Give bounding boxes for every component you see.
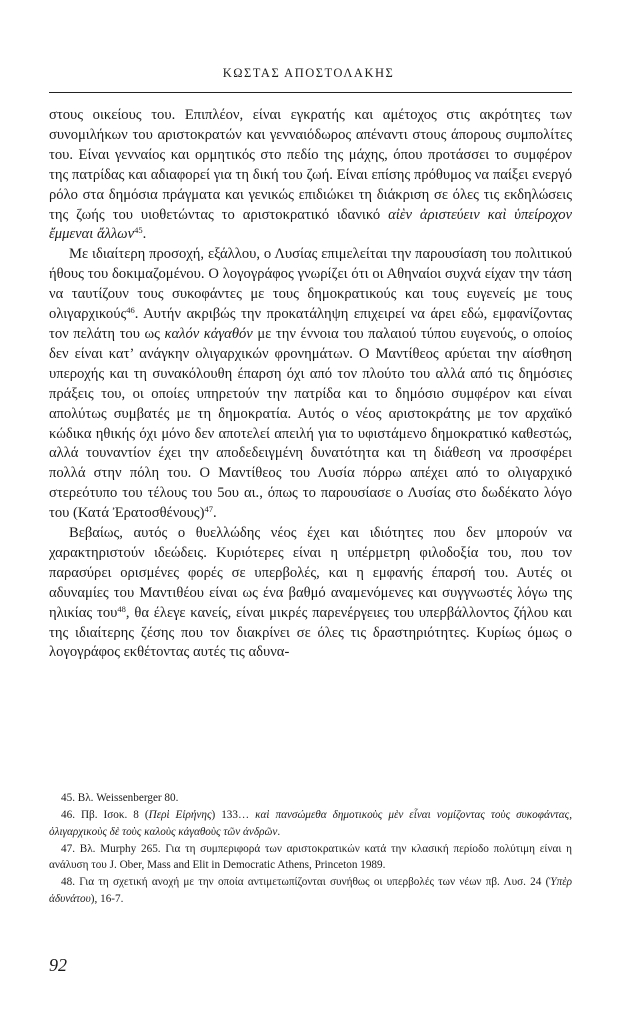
footnote-45: 45. Βλ. Weissenberger 80. [61, 792, 179, 804]
footnote-46-a: 46. Πβ. Ισοκ. 8 ( [61, 809, 149, 822]
paragraph-1-end: . [142, 226, 147, 243]
page-number: 92 [49, 955, 67, 975]
footnotes [49, 790, 572, 908]
running-header: ΚΩΣΤΑΣ ΑΠΟΣΤΟΛΑΚΗΣ [222, 66, 395, 80]
footnote-ref-45[interactable]: 45 [134, 225, 143, 236]
footnote-48-a: 48. Για τη σχετική ανοχή με την οποία αντιμετωπίζονται συνήθως οι υπερβολές των νέων πβ. Λυσ. 24 ( [61, 876, 550, 889]
main-text [49, 106, 572, 663]
footnote-46 [49, 807, 572, 840]
paragraph-2-end: . [212, 505, 217, 522]
footnote-ref-48[interactable]: 48 [117, 603, 126, 614]
paragraph-1 [49, 106, 572, 245]
paragraph-2-b: . Αυτήν ακριβώς την προκατάληψη επιχειρεί να άρει εδώ, εμφανίζοντας τον πελάτη του ως [49, 306, 572, 342]
footnote-47: 47. Βλ. Murphy 265. Για τη συμπεριφορά των αριστοκρατικών κατά την κλασική περίοδο πολύτιμη είναι η ανάλυση του J. Ober, Mass and Elit in Democratic Athens, Princeton 1989. [49, 842, 572, 872]
footnote-46-e: . [277, 825, 281, 838]
footnote-46-c: ) 133… [211, 809, 256, 822]
footnote-46-quote: καὶ πανσώμεθα δημοτικοὺς μὲν εἶναι νομίζοντας τοὺς συκοφάντας, ὀλιγαρχικοὺς δὲ τοὺς καλοὺς κἀγαθοὺς τῶν ἀνδρῶν [49, 809, 572, 838]
footnote-46-title: Περὶ Εἰρήνης [148, 809, 212, 822]
paragraph-1-quote: αἰὲν ἀριστεύειν καὶ ὑπείροχον ἔμμεναι ἄλλων [49, 206, 572, 243]
paragraph-2-c: με την έννοια του παλαιού τύπου ευγενούς, ο οποίος δεν είναι κατ’ ανάγκην ολιγαρχικών φρονημάτων. Ο Μαντίθεος αρύεται την αίσθηση υπεροχής και τη συνακόλουθη έπαρση όχι από τον πλούτο του αλλά από τις δημόσιες πράξεις του, οι οποίες υπηρετούν την πατρίδα και το δημόσιο συμφέρον και είναι απολύτως συμβατές με τη δημοκρατία. Αυτός ο νέος αριστοκράτης με τον αρχαϊκό κώδικα ηθικής όχι μόνο δεν αποτελεί απειλή για το υφιστάμενο δημοκρατικό καθεστώς, αλλά τουναντίον έχει την αποδεδειγμένη δυνατότητα και τη διάθεση να προσφέρει πολλά στην πόλη του. Ο Μαντίθεος του Λυσία πόρρω απέχει από το ολιγαρχικό στερεότυπο του τέλους του 5ου αι., όπως το παρουσίασε ο Λυσίας στο δωδέκατο λόγο του (Κατά Ἐρατοσθένους) [49, 325, 572, 522]
paragraph-2-italic: καλόν κἀγαθόν [164, 325, 253, 342]
paragraph-1-text: στους οικείους του. Επιπλέον, είναι εγκρατής και αμέτοχος στις ακρότητες των συνομιλήκων του αριστοκρατών και γενναιόδωρος απέναντι στους άπορους συμπολίτες του. Είναι γενναίος και ορμητικός στο πεδίο της μάχης, όπου προτάσσει το συμφέρον της πατρίδας και αδιαφορεί για τη δική του ζωή. Είναι επίσης πρόθυμος να παίξει ενεργό ρόλο στα δημόσια πράγματα και γενικώς επιδιώκει τη διάκριση σε όλες τις εκδηλώσεις της ζωής του υιοθετώντας το αριστοκρατικό ιδανικό [49, 107, 572, 223]
paragraph-3-a: Βεβαίως, αυτός ο θυελλώδης νέος έχει και ιδιότητες που δεν μπορούν να χαρακτηριστούν ιδεώδεις. Κυριότερες είναι η υπέρμετρη φιλοδοξία του, που τον παρασύρει ορισμένες φορές σε υπερβολές, και η εμφανής έπαρσή του. Αυτές οι αδυναμίες του Μαντιθέου είναι ως ένα βαθμό αναμενόμενες και συγγνωστές λόγω της ηλικίας του [49, 525, 572, 621]
footnote-48-title: Ὑπὲρ ἀδυνάτου [49, 876, 572, 906]
footnote-ref-47[interactable]: 47 [204, 504, 213, 515]
paragraph-2 [49, 245, 572, 524]
paragraph-3 [49, 524, 572, 663]
paragraph-2-a: Με ιδιαίτερη προσοχή, εξάλλου, ο Λυσίας επιμελείται την παρουσίαση του πολιτικού ήθους του δοκιμαζομένου. Ο λογογράφος γνωρίζει ότι οι Αθηναίοι συχνά είχαν την τάση να ταυτίζουν τους συκοφάντες με τους δημοκρατικούς και τους ευγενείς με τους ολιγαρχικούς [49, 246, 572, 323]
footnote-48 [49, 874, 572, 907]
paragraph-3-b: , θα έλεγε κανείς, είναι μικρές παρενέργειες του υπερβάλλοντος ζήλου και της ιδιαίτερης ζέσης που τον διακρίνει σε όλες τις δραστηριότητες. Κυρίως όμως ο λογογράφος εκθέτοντας αυτές τις αδυνα- [49, 604, 572, 661]
footnote-ref-46[interactable]: 46 [126, 305, 135, 316]
footnote-48-c: ), 16-7. [90, 893, 124, 906]
header-rule [49, 92, 572, 93]
